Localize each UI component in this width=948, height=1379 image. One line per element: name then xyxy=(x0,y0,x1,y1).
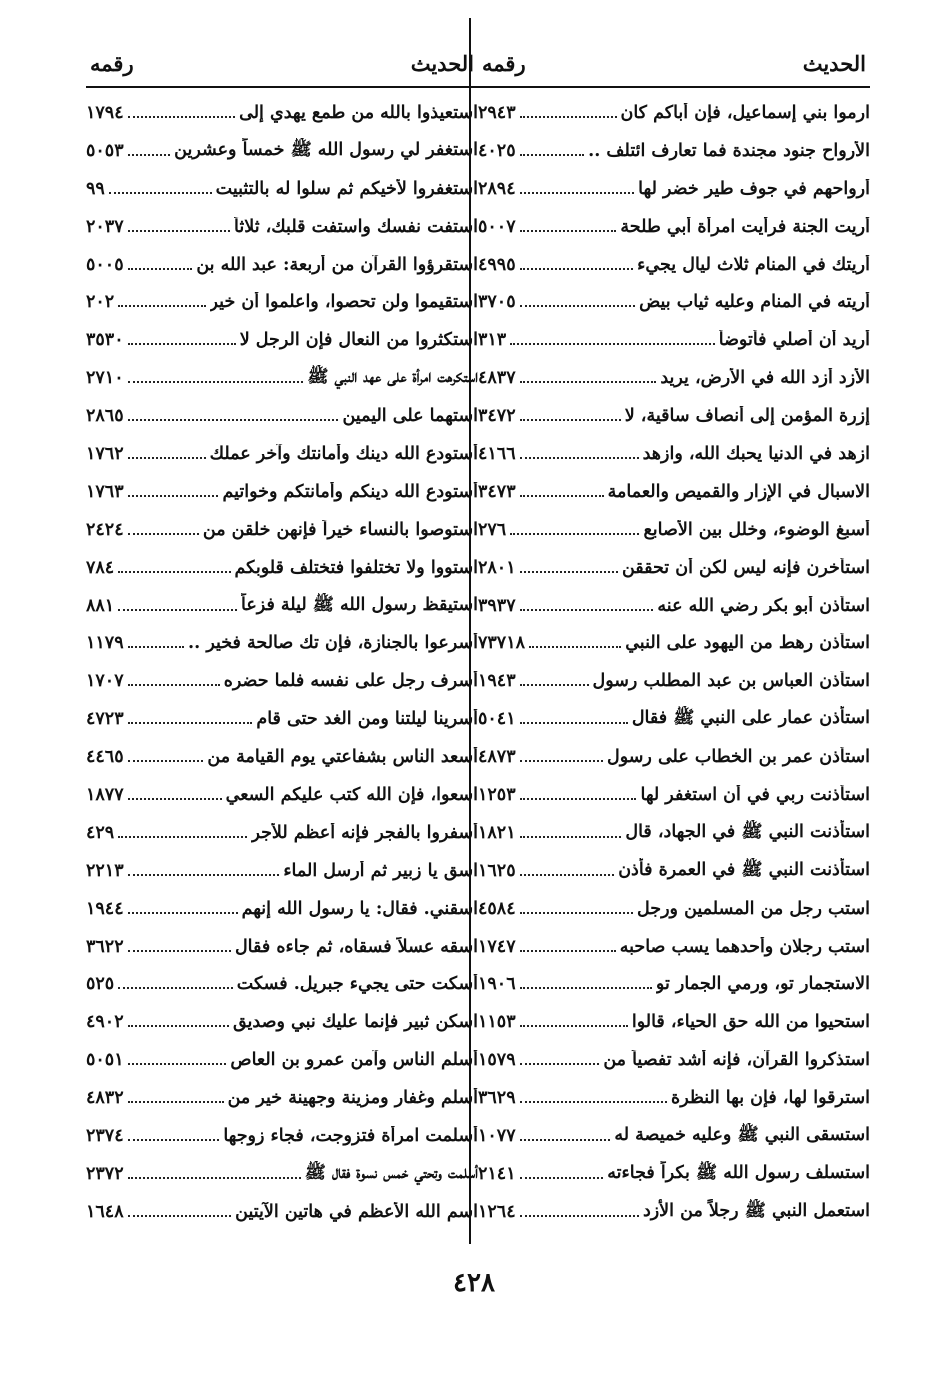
hadith-number: ٤٤٦٥ xyxy=(86,747,124,768)
dot-leader xyxy=(128,381,304,383)
index-entry xyxy=(86,1193,478,1231)
index-entry xyxy=(86,587,478,625)
right-column xyxy=(478,40,870,1231)
hadith-text: استب رجلان وأحدهما يسب صاحبه xyxy=(619,936,870,957)
index-entry xyxy=(478,473,870,511)
dot-leader xyxy=(128,419,339,421)
dot-leader xyxy=(118,305,205,307)
dot-leader xyxy=(520,419,621,421)
dot-leader xyxy=(128,1177,301,1179)
index-entry xyxy=(86,359,478,397)
hadith-text: الاسبال في الإزار والقميص والعمامة xyxy=(607,481,870,502)
index-entry xyxy=(86,1079,478,1117)
hadith-text: استكرهت امرأة على عهد النبي ﷺ xyxy=(307,367,478,388)
header-hadith-label: الحديث xyxy=(410,50,474,76)
dot-leader xyxy=(520,912,633,914)
hadith-text: استسقى النبي ﷺ وعليه خميصة له xyxy=(614,1124,870,1145)
hadith-number: ٢٧٦ xyxy=(478,519,507,540)
left-column xyxy=(86,40,478,1231)
hadith-number: ٢٤٢٤ xyxy=(86,519,124,540)
hadith-text: استقيموا ولن تحصوا، واعلموا أن خير xyxy=(209,292,478,313)
index-entry xyxy=(86,132,478,170)
hadith-number: ٣٤٧٣ xyxy=(478,481,516,502)
hadith-text: استحيوا من الله حق الحياء، قالوا xyxy=(631,1012,870,1033)
index-entry xyxy=(86,549,478,587)
hadith-text: استسلف رسول الله ﷺ بكراً فجاءته xyxy=(607,1162,870,1183)
index-entry xyxy=(86,852,478,890)
index-entry xyxy=(86,1003,478,1041)
hadith-number: ٢٨٠١ xyxy=(478,557,516,578)
hadith-text: إزرة المؤمن إلى أنصاف ساقية، لا xyxy=(624,406,870,427)
index-entry xyxy=(478,928,870,966)
hadith-text: أريد أن أصلي فأتوضأ xyxy=(718,330,870,351)
hadith-number: ٣٦٢٢ xyxy=(86,936,124,957)
right-column-header xyxy=(478,40,870,86)
dot-leader xyxy=(529,646,621,648)
hadith-number: ٢١٤١ xyxy=(478,1163,516,1184)
dot-leader xyxy=(520,987,652,989)
hadith-text: أستودع الله دينكم وأمانتكم وخواتيم xyxy=(222,481,478,502)
hadith-text: استرقوا لها، فإن بها النظرة xyxy=(671,1088,870,1109)
index-entry xyxy=(86,435,478,473)
dot-leader xyxy=(520,381,657,383)
hadith-number: ٥٠٤١ xyxy=(478,709,516,730)
hadith-number: ١٢٥٣ xyxy=(478,784,516,805)
hadith-number: ١٦٤٨ xyxy=(86,1201,124,1222)
index-entry xyxy=(478,587,870,625)
hadith-number: ٣٤٧٢ xyxy=(478,406,516,427)
hadith-number: ٣٦٢٩ xyxy=(478,1088,516,1109)
hadith-text: استعيذوا بالله من طمع يهدي إلى xyxy=(239,102,478,123)
hadith-number: ١١٥٣ xyxy=(478,1012,516,1033)
hadith-number: ٥٢٥ xyxy=(86,974,115,995)
index-entry xyxy=(478,776,870,814)
left-entries-list xyxy=(86,94,478,1231)
hadith-text: أريته في المنام وعليه ثياب بيض xyxy=(639,292,870,313)
dot-leader xyxy=(520,457,639,459)
index-entry xyxy=(478,435,870,473)
hadith-text: استأذن أبو بكر رضي الله عنه xyxy=(657,595,870,616)
hadith-number: ٣٩٣٧ xyxy=(478,595,516,616)
dot-leader xyxy=(128,495,219,497)
index-entry xyxy=(478,700,870,738)
index-entry xyxy=(86,662,478,700)
index-entry xyxy=(86,965,478,1003)
hadith-text: اسكن ثبير فإنما عليك نبي وصديق xyxy=(232,1012,478,1033)
index-entry xyxy=(86,246,478,284)
hadith-number: ١٧٠٧ xyxy=(86,671,124,692)
hadith-text: استأذن عمر بن الخطاب على رسول xyxy=(607,747,870,768)
dot-leader xyxy=(128,533,199,535)
hadith-number: ٢٣٧٢ xyxy=(86,1163,124,1184)
hadith-number: ١٩٤٤ xyxy=(86,898,124,919)
header-number-label: رقمه xyxy=(482,50,526,76)
hadith-number: ٢٨٦٥ xyxy=(86,406,124,427)
hadith-text: أسلمت امرأة فتزوجت، فجاء زوجها xyxy=(223,1125,478,1146)
index-entry xyxy=(86,1041,478,1079)
hadith-text: استأذنت النبي ﷺ في الجهاد، قال xyxy=(625,821,870,842)
hadith-text: الاستجمار تو، ورمي الجمار تو xyxy=(655,974,870,995)
dot-leader xyxy=(109,192,212,194)
dot-leader xyxy=(520,305,635,307)
dot-leader xyxy=(128,1139,220,1141)
hadith-number: ١٧٦٢ xyxy=(86,443,124,464)
dot-leader xyxy=(128,457,206,459)
hadith-text: أسلم وغفار ومزينة وجهينة خير من xyxy=(227,1088,478,1109)
index-entry xyxy=(478,1117,870,1155)
dot-leader xyxy=(128,950,231,952)
index-entry xyxy=(478,1041,870,1079)
index-entry xyxy=(86,700,478,738)
index-entry xyxy=(478,814,870,852)
dot-leader xyxy=(128,1101,224,1103)
hadith-text: استوصوا بالنساء خيراً فإنهن خلقن من xyxy=(202,519,478,540)
dot-leader xyxy=(118,836,247,838)
hadith-number: ١٧٦٣ xyxy=(86,481,124,502)
index-entry xyxy=(478,359,870,397)
index-entry xyxy=(86,94,478,132)
dot-leader xyxy=(128,268,193,270)
hadith-text: استهما على اليمين xyxy=(342,406,478,427)
dot-leader xyxy=(520,1025,628,1027)
hadith-text: استغفروا لأخيكم ثم سلوا له بالتثبيت xyxy=(215,178,478,199)
hadith-number: ١١٧٩ xyxy=(86,633,124,654)
dot-leader xyxy=(118,987,233,989)
index-entry xyxy=(86,890,478,928)
hadith-text: أسفروا بالفجر فإنه أعظم للأجر xyxy=(251,822,478,843)
hadith-text: أسبغ الوضوء، وخلل بين الأصابع xyxy=(643,519,870,540)
header-rule xyxy=(86,86,478,88)
index-entry xyxy=(86,511,478,549)
index-entry xyxy=(86,170,478,208)
hadith-text: استأذنت النبي ﷺ في العمرة فأذن xyxy=(618,859,870,880)
header-rule xyxy=(478,86,870,88)
hadith-text: استووا ولا تختلفوا فتختلف قلوبكم xyxy=(234,557,478,578)
hadith-number: ١٩٤٣ xyxy=(478,671,516,692)
hadith-text: استأذن العباس بن عبد المطلب رسول xyxy=(592,671,870,692)
index-entry xyxy=(478,208,870,246)
hadith-number: ٤٨٣٢ xyxy=(86,1088,124,1109)
index-entry xyxy=(478,965,870,1003)
dot-leader xyxy=(118,609,237,611)
dot-leader xyxy=(128,1063,227,1065)
hadith-text: أسلم الناس وآمن عمرو بن العاص xyxy=(230,1050,478,1071)
hadith-number: ٤١٦٦ xyxy=(478,443,516,464)
index-entry xyxy=(478,890,870,928)
index-entry xyxy=(478,624,870,662)
index-entry xyxy=(86,283,478,321)
hadith-text: استأذنت ربي في أن استغفر لها xyxy=(640,784,870,805)
dot-leader xyxy=(520,268,634,270)
dot-leader xyxy=(128,154,171,156)
index-entry xyxy=(86,1117,478,1155)
hadith-number: ٤٨٣٧ xyxy=(478,368,516,389)
index-entry xyxy=(478,397,870,435)
hadith-number: ٤٩٩٥ xyxy=(478,254,516,275)
hadith-number: ٧٨٤ xyxy=(86,557,115,578)
hadith-number: ٣٧٠٥ xyxy=(478,292,516,313)
hadith-text: استيقظ رسول الله ﷺ ليلة فزعاً xyxy=(241,594,478,615)
hadith-text: أسرينا ليلتنا ومن الغد حتى قام xyxy=(256,709,478,730)
hadith-number: ٤٧٢٣ xyxy=(86,709,124,730)
index-entry xyxy=(478,511,870,549)
index-entry xyxy=(86,208,478,246)
hadith-text: استكثروا من النعال فإن الرجل لا xyxy=(239,330,478,351)
hadith-number: ٢٢١٣ xyxy=(86,860,124,881)
dot-leader xyxy=(520,495,604,497)
hadith-text: أسرعوا بالجنازة، فإن تك صالحة فخير .. xyxy=(188,633,478,654)
hadith-number: ٤٩٠٢ xyxy=(86,1012,124,1033)
dot-leader xyxy=(520,154,585,156)
hadith-number: ٢٧١٠ xyxy=(86,368,124,389)
hadith-text: اسعوا، فإن الله كتب عليكم السعي xyxy=(225,784,478,805)
dot-leader xyxy=(520,230,617,232)
dot-leader xyxy=(520,950,616,952)
hadith-number: ٥٠٠٥ xyxy=(86,254,124,275)
hadith-text: أسلمت وتحتي خمس نسوة فقال ﷺ xyxy=(304,1162,478,1183)
dot-leader xyxy=(520,684,589,686)
hadith-number: ٤٨٧٣ xyxy=(478,747,516,768)
dot-leader xyxy=(520,571,618,573)
dot-leader xyxy=(128,874,280,876)
left-column-header xyxy=(86,40,478,86)
hadith-text: أريتك في المنام ثلاث ليال يجيء xyxy=(637,254,870,275)
right-entries-list xyxy=(478,94,870,1231)
hadith-text: ارموا بني إسماعيل، فإن أباكم كان xyxy=(620,102,870,123)
hadith-text: أسكت حتى يجيء جبريل. فسكت xyxy=(236,974,478,995)
hadith-number: ٢٣٧٤ xyxy=(86,1125,124,1146)
hadith-number: ٢٩٤٣ xyxy=(478,102,516,123)
index-entry xyxy=(86,814,478,852)
hadith-number: ٢٠٢ xyxy=(86,292,115,313)
hadith-number: ٥٠٥١ xyxy=(86,1050,124,1071)
dot-leader xyxy=(520,1139,611,1141)
hadith-text: استفت نفسك واستفت قلبك، ثلاثاً xyxy=(234,216,478,237)
hadith-number: ٥٠٥٣ xyxy=(86,140,124,161)
dot-leader xyxy=(128,912,238,914)
dot-leader xyxy=(128,646,184,648)
hadith-text: أرواحهم في جوف طير خضر لها xyxy=(638,178,870,199)
dot-leader xyxy=(520,1215,639,1217)
hadith-text: استقرؤوا القرآن من أربعة: عبد الله بن xyxy=(196,254,478,275)
hadith-number: ١٨٢١ xyxy=(478,822,516,843)
hadith-text: الأرواح جنود مجندة فما تعارف ائتلف .. xyxy=(588,140,870,161)
hadith-text: استب رجل من المسلمين ورجل xyxy=(637,898,870,919)
hadith-text: استأخرن فإنه ليس لكن أن تحققن xyxy=(621,557,870,578)
index-entry xyxy=(478,662,870,700)
header-hadith-label: الحديث xyxy=(802,50,866,76)
dot-leader xyxy=(128,798,222,800)
hadith-number: ١٩٠٦ xyxy=(478,974,516,995)
hadith-number: ١٦٢٥ xyxy=(478,860,516,881)
index-entry xyxy=(478,283,870,321)
dot-leader xyxy=(128,684,220,686)
dot-leader xyxy=(128,230,230,232)
hadith-number: ١٥٧٩ xyxy=(478,1050,516,1071)
index-entry xyxy=(478,170,870,208)
hadith-text: الأزد أزد الله في الأرض، يريد xyxy=(660,368,870,389)
dot-leader xyxy=(118,571,230,573)
index-entry xyxy=(86,776,478,814)
hadith-text: استأذن عمار على النبي ﷺ فقال xyxy=(631,708,870,729)
hadith-number: ٣١٣ xyxy=(478,330,507,351)
index-entry xyxy=(478,852,870,890)
hadith-text: أسرف رجل على نفسه فلما حضره xyxy=(223,671,478,692)
dot-leader xyxy=(520,116,617,118)
index-entry xyxy=(86,624,478,662)
index-entry xyxy=(478,1003,870,1041)
dot-leader xyxy=(520,1101,667,1103)
index-entry xyxy=(478,549,870,587)
hadith-number: ٢٨٩٤ xyxy=(478,178,516,199)
index-entry xyxy=(478,321,870,359)
hadith-number: ١٢٦٤ xyxy=(478,1201,516,1222)
hadith-text: أسعد الناس بشفاعتي يوم القيامة من xyxy=(207,747,478,768)
index-entry xyxy=(478,1079,870,1117)
page-number: ٤٢٨ xyxy=(453,1268,495,1298)
index-entry xyxy=(478,1193,870,1231)
index-entry xyxy=(86,738,478,776)
index-entry xyxy=(86,321,478,359)
index-entry xyxy=(478,132,870,170)
hadith-text: اسم الله الأعظم في هاتين الآيتين xyxy=(235,1201,478,1222)
hadith-number: ١٨٧٧ xyxy=(86,784,124,805)
hadith-text: اسقني. فقال: يا رسول الله إنهم xyxy=(241,898,478,919)
hadith-number: ٨٨١ xyxy=(86,595,115,616)
hadith-number: ٤٠٢٥ xyxy=(478,140,516,161)
hadith-text: استغفر لي رسول الله ﷺ خمساً وعشرين xyxy=(174,139,478,160)
dot-leader xyxy=(520,760,603,762)
header-number-label: رقمه xyxy=(90,50,134,76)
index-entry xyxy=(86,473,478,511)
hadith-text: استذكروا القرآن، فإنه أشد تفصياً من xyxy=(603,1050,870,1071)
hadith-number: ١٠٧٧ xyxy=(478,1125,516,1146)
dot-leader xyxy=(510,343,715,345)
hadith-text: ازهد في الدنيا يحبك الله، وازهد xyxy=(642,443,870,464)
dot-leader xyxy=(128,760,204,762)
dot-leader xyxy=(128,1215,232,1217)
dot-leader xyxy=(128,1025,229,1027)
index-entry xyxy=(86,928,478,966)
hadith-number: ٩٩ xyxy=(86,178,105,199)
hadith-number: ٤٥٨٤ xyxy=(478,898,516,919)
hadith-text: أستودع الله دينك وأمانتك وآخر عملك xyxy=(209,443,478,464)
index-entry xyxy=(86,397,478,435)
dot-leader xyxy=(520,836,622,838)
dot-leader xyxy=(520,722,628,724)
index-entry xyxy=(478,738,870,776)
hadith-text: استعمل النبي ﷺ رجلاً من الأزد xyxy=(642,1200,870,1221)
dot-leader xyxy=(520,192,635,194)
dot-leader xyxy=(520,1177,604,1179)
dot-leader xyxy=(520,798,637,800)
dot-leader xyxy=(128,116,236,118)
hadith-number: ٤٢٩ xyxy=(86,822,115,843)
hadith-text: استأذن رهط من اليهود على النبي xyxy=(625,633,870,654)
index-entry xyxy=(478,246,870,284)
index-entry xyxy=(86,1155,478,1193)
dot-leader xyxy=(520,874,615,876)
hadith-text: اسقه عسلاً فسقاه، ثم جاءه فقال xyxy=(234,936,478,957)
dot-leader xyxy=(520,609,654,611)
index-entry xyxy=(478,94,870,132)
hadith-text: أريت الجنة فرأيت امرأة أبي طلحة xyxy=(620,216,870,237)
index-entry xyxy=(478,1155,870,1193)
dot-leader xyxy=(128,343,236,345)
dot-leader xyxy=(510,533,639,535)
hadith-number: ٧٣٧١٨ xyxy=(478,633,525,654)
hadith-number: ١٧٤٧ xyxy=(478,936,516,957)
dot-leader xyxy=(128,722,253,724)
hadith-text: اسق يا زبير ثم أرسل الماء xyxy=(283,860,478,881)
hadith-number: ٥٠٠٧ xyxy=(478,216,516,237)
hadith-number: ١٧٩٤ xyxy=(86,102,124,123)
hadith-number: ٢٠٣٧ xyxy=(86,216,124,237)
dot-leader xyxy=(520,1063,600,1065)
hadith-number: ٣٥٣٠ xyxy=(86,330,124,351)
